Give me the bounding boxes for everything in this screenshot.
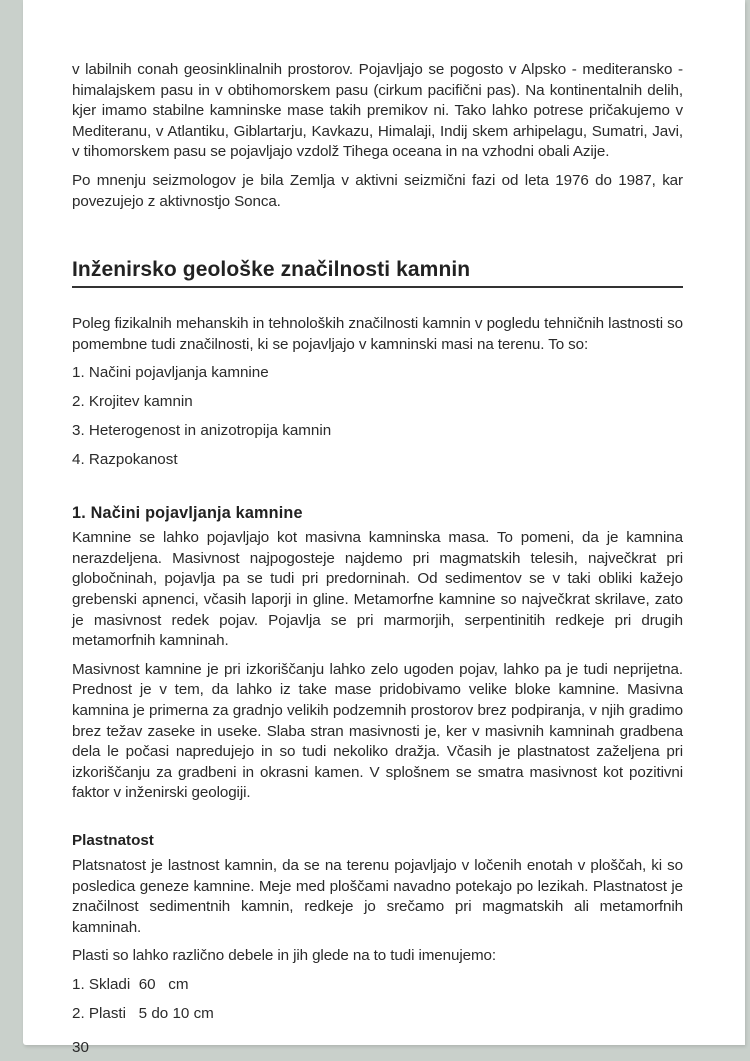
layer-thickness-list: [72, 975, 683, 1024]
body-paragraph: Masivnost kamnine je pri izkoriščanju lahko zelo ugoden pojav, lahko pa je tudi neprijetna. Prednost je v tem, da lahko iz take mase pridobivamo velike bloke kamnine. Masivna kamnina je primerna za gradnjo velikih podzemnih prostorov brez podpiranja, v njih gradimo brez težav zaseke in useke. Slaba stran masivnosti je, ker v masivnih kamninah gradbena dela le počasi napredujejo in so tudi nekoliko dražja. Včasih je plastnatost zaželjena pri izkoriščanju za gradbeni in okrasni kamen. V splošnem se smatra masivnost kot pozitivni faktor v inženirski geologiji.: [72, 660, 683, 802]
list-item: 1. Načini pojavljanja kamnine: [72, 364, 269, 382]
body-paragraph: Po mnenju seizmologov je bila Zemlja v aktivni seizmični fazi od leta 1976 do 1987, kar povezujejo z aktivnostjo Sonca.: [72, 171, 683, 210]
body-paragraph: Kamnine se lahko pojavljajo kot masivna kamninska masa. To pomeni, da je kamnina nerazdeljena. Masivnost najpogosteje najdemo pri magmatskih telesih, največkrat pri globočninah, pojavlja pa se tudi pri predorninah. Od sedimentov se v taki obliki kažejo grebenski apnenci, včasih laporji in gline. Metamorfne kamnine so največkrat skrilave, zato je masivnost redek pojav. Pojavlja se pri marmorjih, serpentinitih redkeje pri drugih metamorfnih kamninah.: [72, 529, 683, 650]
list-item: 2. Plasti 5 do 10 cm: [72, 1004, 214, 1022]
subsubsection-heading: Plastnatost: [72, 832, 154, 849]
list-item: 3. Heterogenost in anizotropija kamnin: [72, 421, 332, 439]
list-item: 4. Razpokanost: [72, 450, 178, 468]
page-number: 30: [72, 1039, 89, 1057]
list-item: 1. Skladi 60 cm: [72, 975, 189, 993]
document-page: [23, 0, 745, 1057]
heading-underline: [72, 286, 683, 288]
subsection-heading: 1. Načini pojavljanja kamnine: [72, 504, 303, 523]
list-item: 2. Krojitev kamnin: [72, 393, 193, 411]
page-content: [72, 60, 683, 1058]
body-paragraph: Platsnatost je lastnost kamnin, da se na terenu pojavljajo v ločenih enotah v ploščah, ki so posledica geneze kamnine. Meje med ploščami navadno potekajo po lezikah. Plastnatost je značilnost sedimentnih kamnin, redkeje jo srečamo pri magmatskih ali metamorfnih kamninah.: [72, 857, 683, 936]
body-paragraph: v labilnih conah geosinklinalnih prostorov. Pojavljajo se pogosto v Alpsko - mediteransko - himalajskem pasu in v obtihomorskem pasu (cirkum pacifični pas). Na kontinentalnih delih, kjer imamo stabilne kamninske mase takih premikov ni. Tako lahko potrese pričakujemo v Mediteranu, v Atlantiku, Giblartarju, Kavkazu, Himalaji, Indij skem arhipelagu, Sumatri, Javi, v tihomorskem pasu se pojavljajo vzdolž Tihega oceana in na vzhodni obali Azije.: [72, 61, 683, 161]
section-intro: Poleg fizikalnih mehanskih in tehnoloških značilnosti kamnin v pogledu tehničnih lastnosti so pomembne tudi značilnosti, ki se pojavljajo v kamninski masi na terenu. To so:: [72, 315, 683, 353]
characteristics-list: [72, 363, 683, 470]
body-paragraph: Plasti so lahko različno debele in jih glede na to tudi imenujemo:: [72, 947, 496, 965]
section-heading: Inženirsko geološke značilnosti kamnin: [72, 258, 471, 282]
